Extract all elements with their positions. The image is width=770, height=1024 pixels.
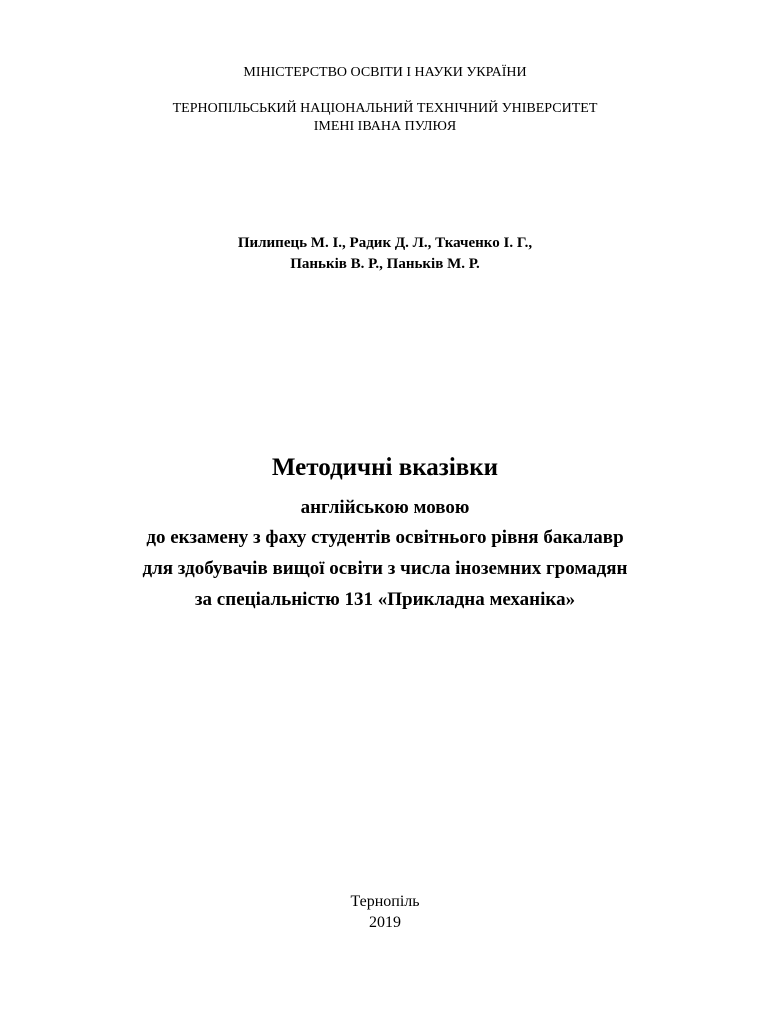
authors-line2: Паньків В. Р., Паньків М. Р. [290,256,480,272]
university-name-line2: ІМЕНІ ІВАНА ПУЛЮЯ [313,119,457,134]
authors-line1: Пилипець М. І., Радик Д. Л., Ткаченко І. Г., [237,235,533,251]
subtitle-line3: для здобувачів вищої освіти з числа іноземних громадян [142,558,628,579]
subtitle-line2: до екзамену з фаху студентів освітнього рівня бакалавр [146,527,624,548]
footer-year: 2019 [369,914,401,931]
ministry-name: МІНІСТЕРСТВО ОСВІТИ І НАУКИ УКРАЇНИ [243,65,527,80]
university-name-line1: ТЕРНОПІЛЬСЬКИЙ НАЦІОНАЛЬНИЙ ТЕХНІЧНИЙ УНІВЕРСИТЕТ [172,101,598,116]
footer-city: Тернопіль [350,893,420,910]
subtitle-line4: за спеціальністю 131 «Прикладна механіка» [194,589,576,610]
subtitle-line1: англійською мовою [300,497,470,518]
document-title: Методичні вказівки [271,454,499,481]
